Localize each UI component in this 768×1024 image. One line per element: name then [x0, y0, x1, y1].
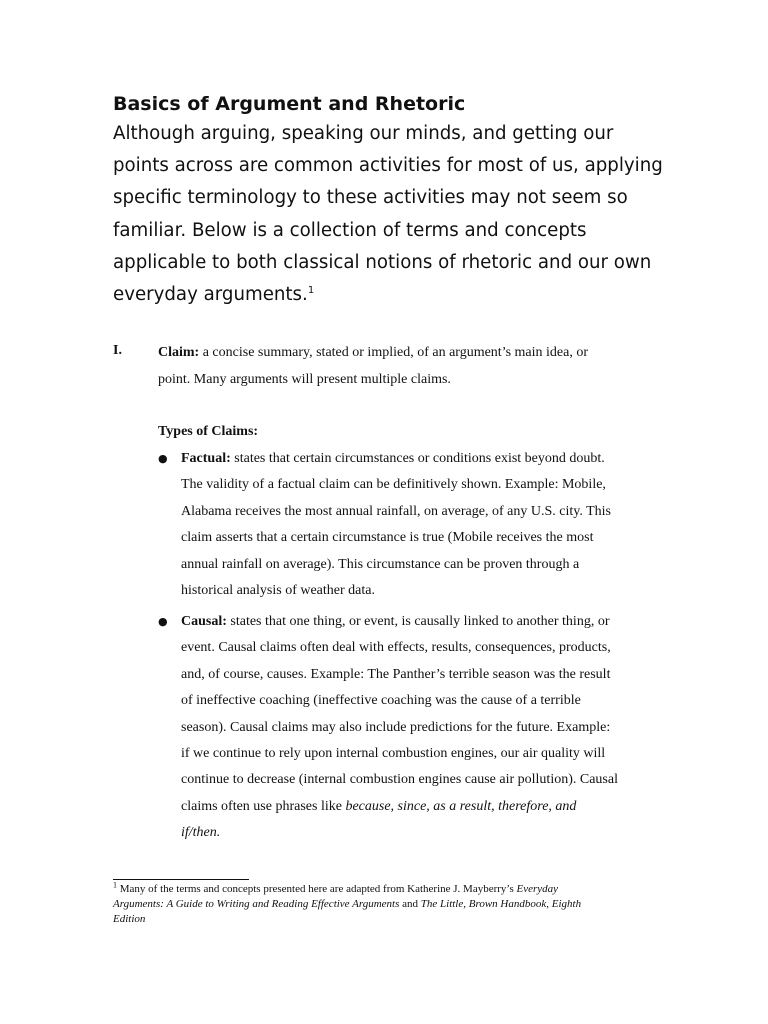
claim-definition: [158, 339, 678, 393]
causal-claim-item: [181, 609, 681, 847]
bullet-icon: ●: [158, 615, 168, 628]
causal-line: of ineffective coaching (ineffective coaching was the cause of a terrible: [181, 693, 581, 709]
causal-line: [181, 609, 681, 635]
claim-definition-line: point. Many arguments will present multiple claims.: [158, 372, 451, 387]
footnote-line: [113, 897, 673, 912]
footnote: [113, 882, 673, 927]
causal-line: continue to decrease (internal combustion engines cause air pollution). Causal: [181, 772, 618, 788]
claim-definition-text: a concise summary, stated or implied, of an argument’s main idea, or: [199, 345, 588, 360]
factual-line: [181, 446, 681, 472]
footnote-text: Many of the terms and concepts presented here are adapted from Katherine J. Mayberry’s: [117, 883, 517, 895]
causal-line-text: states that one thing, or event, is causally linked to another thing, or: [226, 614, 610, 629]
factual-line: annual rainfall on average). This circumstance can be proven through a: [181, 556, 580, 572]
factual-term: Factual:: [181, 451, 231, 466]
causal-line: and, of course, causes. Example: The Panther’s terrible season was the result: [181, 666, 611, 682]
intro-line-last: [113, 279, 673, 311]
types-of-claims-heading: Types of Claims:: [158, 424, 259, 439]
causal-term: Causal:: [181, 614, 227, 629]
footnote-separator: [113, 879, 249, 880]
footnote-line: [113, 912, 673, 927]
intro-line: points across are common activities for most of us, applying: [113, 155, 663, 177]
factual-line: Alabama receives the most annual rainfall, on average, of any U.S. city. This: [181, 503, 611, 519]
intro-line: familiar. Below is a collection of terms and concepts: [113, 219, 587, 241]
factual-line: historical analysis of weather data.: [181, 583, 375, 599]
footnote-book-title: Arguments: A Guide to Writing and Reading Effective Arguments: [113, 898, 400, 910]
intro-line: applicable to both classical notions of rhetoric and our own: [113, 251, 652, 273]
factual-line-text: states that certain circumstances or conditions exist beyond doubt.: [230, 451, 605, 466]
causal-line: event. Causal claims often deal with effects, results, consequences, products,: [181, 640, 611, 656]
document-title: Basics of Argument and Rhetoric: [113, 93, 466, 115]
causal-line: season). Causal claims may also include predictions for the future. Example:: [181, 719, 611, 735]
bullet-icon: ●: [158, 452, 168, 465]
factual-line: The validity of a factual claim can be definitively shown. Example: Mobile,: [181, 477, 606, 493]
footnote-book-title: Everyday: [516, 883, 559, 895]
causal-line: if we continue to rely upon internal combustion engines, our air quality will: [181, 746, 606, 762]
factual-line: claim asserts that a certain circumstance is true (Mobile receives the most: [181, 530, 594, 546]
intro-line: Although arguing, speaking our minds, and getting our: [113, 123, 614, 144]
footnote-text: and: [399, 898, 421, 910]
causal-line: [181, 794, 681, 820]
footnote-mark: 1: [113, 880, 117, 890]
causal-phrase-final: if/then.: [181, 825, 221, 841]
intro-line-text: everyday arguments.: [113, 284, 308, 306]
factual-claim-item: [181, 446, 681, 604]
intro-line: specific terminology to these activities may not seem so: [113, 187, 628, 209]
causal-phrases: because, since, as a result, therefore, and: [345, 798, 577, 814]
claim-definition-line: [158, 339, 678, 366]
intro-paragraph: [113, 118, 673, 311]
causal-line-text: claims often use phrases like: [181, 798, 346, 814]
footnote-reference[interactable]: 1: [307, 284, 315, 296]
footnote-book-title: Edition: [113, 913, 146, 925]
claim-term: Claim:: [158, 345, 200, 360]
causal-line: [181, 820, 681, 846]
footnote-book-title: The Little, Brown Handbook, Eighth: [420, 898, 582, 910]
section-numeral: I.: [113, 343, 122, 358]
footnote-line: [113, 882, 673, 897]
